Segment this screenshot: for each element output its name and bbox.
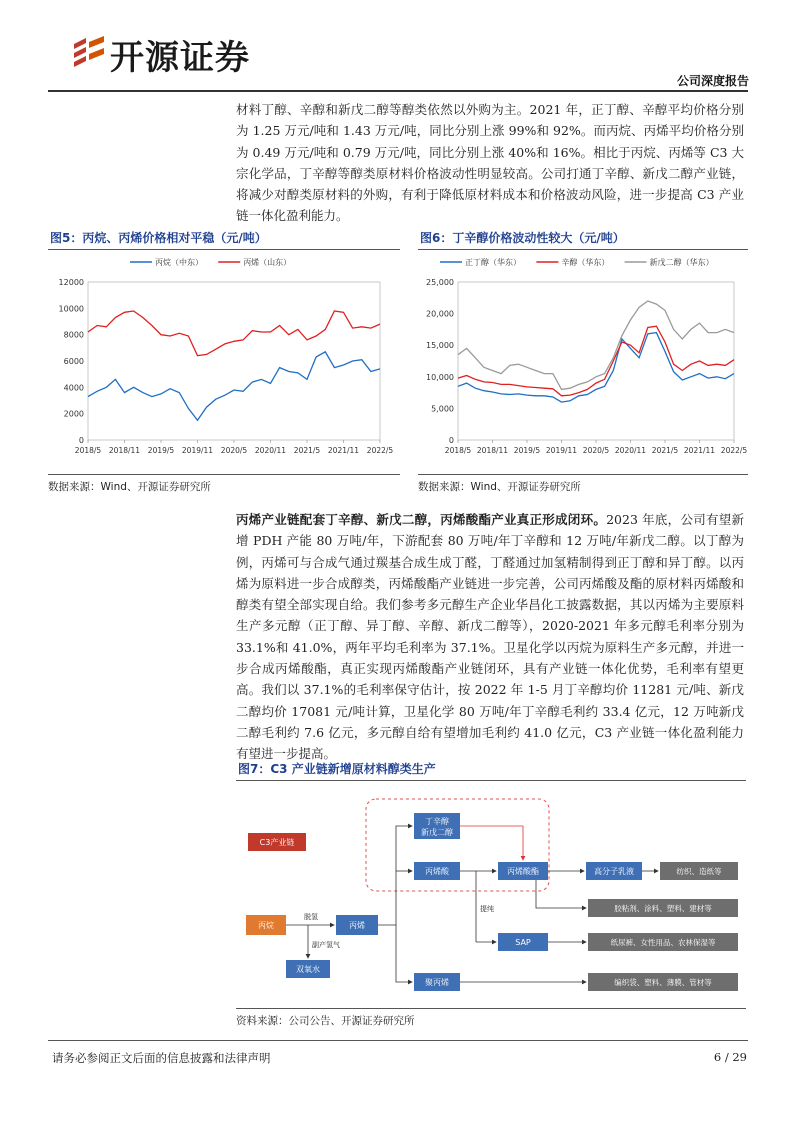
fig5-header <box>48 229 400 250</box>
fig6-source-block <box>418 474 748 494</box>
footer-divider <box>48 1040 748 1041</box>
x-tick-label: 2022/5 <box>366 446 394 455</box>
y-tick-label: 6000 <box>63 357 84 366</box>
x-tick-label: 2019/5 <box>513 446 541 455</box>
paragraph-2-lead: 丙烯产业链配套丁辛醇、新戊二醇，丙烯酸酯产业真正形成闭环。 <box>236 512 607 527</box>
legend-label-0: 正丁醇（华东） <box>465 258 521 267</box>
x-tick-label: 2021/5 <box>293 446 321 455</box>
y-tick-label: 0 <box>78 436 84 445</box>
paragraph-1: 材料丁醇、辛醇和新戊二醇等醇类依然以外购为主。2021 年，正丁醇、辛醇平均价格分别为 1.25 万元/吨和 1.43 万元/吨，同比分别上涨 99%和 92%。而丙烷、丙烯平均价格分别为 0.49 万元/吨和 0.79 万元/吨，同比分别上涨 40%和 16%。相比于丙烷、丙烯等 C3 大宗化学品，丁辛醇等醇类原材料价格波动性明显较高。公司打通丁辛醇、新戊二醇产业链，将减少对醇类原材料的外购，有利于降低原材料成本和价格波动风险，进一步提高 C3 产业链一体化盈利能力。 <box>236 102 744 224</box>
fig6-chart <box>418 250 748 472</box>
hydrogen-peroxide-label: 双氧水 <box>296 965 320 974</box>
x-tick-label: 2018/5 <box>74 446 102 455</box>
y-tick-label: 25,000 <box>426 278 454 287</box>
footer-disclaimer: 请务必参阅正文后面的信息披露和法律声明 <box>52 1051 271 1065</box>
plot-frame <box>88 282 380 440</box>
report-type: 公司深度报告 <box>676 74 749 88</box>
page-number: 6 / 29 <box>713 1050 747 1064</box>
x-tick-label: 2020/5 <box>582 446 610 455</box>
series-line-1 <box>88 311 380 356</box>
paragraph-2 <box>236 509 744 765</box>
x-tick-label: 2021/11 <box>327 446 360 455</box>
x-tick-label: 2020/11 <box>614 446 647 455</box>
acrylic-acid-label: 丙烯酸 <box>425 867 449 876</box>
fig5-label: 图5： <box>50 231 83 245</box>
y-tick-label: 8000 <box>63 330 84 340</box>
x-tick-label: 2022/5 <box>720 446 748 455</box>
fig6-label: 图6： <box>420 231 453 245</box>
fig7-title-text: C3 产业链新增原材料醇类生产 <box>270 762 436 776</box>
series-line-0 <box>458 333 734 403</box>
y-tick-label: 10,000 <box>426 372 454 382</box>
fig6-title <box>418 229 748 246</box>
y-tick-label: 10000 <box>58 304 84 314</box>
fig6-title-text: 丁辛醇价格波动性较大（元/吨） <box>452 231 625 245</box>
hygiene-label: 纸尿裤、女性用品、农林保湿等 <box>610 938 716 947</box>
dehydro-label: 脱氢 <box>304 913 318 921</box>
legend-label-2: 新戊二醇（华东） <box>649 258 714 267</box>
plot-frame <box>458 282 734 440</box>
logo-icon <box>70 34 108 72</box>
header-divider <box>48 90 748 92</box>
refine-label: 提纯 <box>480 905 494 913</box>
fig7-header <box>236 760 746 781</box>
x-tick-label: 2019/11 <box>545 446 578 455</box>
acrylate-label: 丙烯酸酯 <box>507 867 539 876</box>
legend-label-1: 辛醇（华东） <box>561 258 610 267</box>
npg-label: 新戊二醇 <box>421 828 453 837</box>
y-tick-label: 20,000 <box>426 309 454 319</box>
x-tick-label: 2020/5 <box>220 446 248 455</box>
y-tick-label: 15,000 <box>426 341 454 351</box>
sap-label: SAP <box>515 938 531 947</box>
c3-node-label: C3产业链 <box>259 838 295 847</box>
fig5-source: 数据来源：Wind、开源证券研究所 <box>48 481 211 493</box>
woven-label: 编织袋、塑料、薄膜、管材等 <box>614 978 712 987</box>
x-tick-label: 2018/11 <box>476 446 509 455</box>
x-tick-label: 2018/11 <box>108 446 141 455</box>
fig7-source-block <box>236 1008 746 1028</box>
y-tick-label: 0 <box>448 436 454 445</box>
y-tick-label: 12000 <box>58 278 84 287</box>
x-tick-label: 2020/11 <box>254 446 287 455</box>
propane-label: 丙烷 <box>258 921 274 930</box>
x-tick-label: 2021/11 <box>683 446 716 455</box>
y-tick-label: 4000 <box>63 383 84 393</box>
y-tick-label: 5,000 <box>431 404 454 414</box>
series-line-1 <box>458 326 734 396</box>
paragraph-2-body: 2023 年底，公司有望新增 PDH 产能 80 万吨/年，下游配套 80 万吨/年丁辛醇和 12 万吨/年新戊二醇。以丁醇为例，丙烯可与合成气通过羰基合成生成丁醛，丁醛通过加氢精制得到正丁醇和异丁醇。以丙烯为原料进一步合成醇类，丙烯酸酯产业链进一步完善，公司丙烯酸及酯的原材料丙烯酸和醇类有望全部实现自给。我们参考多元醇生产企业华昌化工披露数据，其以丙烯为主要原料生产多元醇（正丁醇、异丁醇、辛醇、新戊二醇等），2020-2021 年多元醇毛利率分别为 33.1%和 41.0%，两年平均毛利率为 37.1%。卫星化学以丙烷为原料生产多元醇，并进一步合成丙烯酸酯，真正实现丙烯酸酯产业链闭环，具有产业链一体化优势，毛利率有望更高。我们以 37.1%的毛利率保守估计，按 2022 年 1-5 月丁辛醇均价 11281 元/吨、新戊二醇均价 17081 元/吨计算，卫星化学 80 万吨/年丁辛醇毛利约 33.4 亿元，12 万吨新戊二醇毛利约 7.6 亿元，多元醇自给有望增加毛利约 41.0 亿元，C3 产业链一体化盈利能力有望进一步提高。 <box>236 512 744 762</box>
fig5-source-block <box>48 474 400 494</box>
polypropylene-label: 聚丙烯 <box>425 978 449 987</box>
fig5-title-text: 丙烷、丙烯价格相对平稳（元/吨） <box>82 231 267 245</box>
fig5-chart <box>48 250 400 472</box>
legend-label-0: 丙烷（中东） <box>155 258 203 267</box>
x-tick-label: 2019/5 <box>147 446 175 455</box>
fig7-diagram <box>236 785 746 1007</box>
textile-label: 纺织、造纸等 <box>676 867 722 876</box>
byproduct-label: 副产氢气 <box>312 941 340 949</box>
fig6-header <box>418 229 748 250</box>
propylene-label: 丙烯 <box>349 921 365 930</box>
adhesive-label: 胶粘剂、涂料、塑料、建材等 <box>614 904 712 913</box>
fig7-label: 图7： <box>238 762 271 776</box>
emulsion-label: 高分子乳液 <box>594 867 634 876</box>
x-tick-label: 2021/5 <box>651 446 679 455</box>
fig7-source: 资料来源：公司公告、开源证券研究所 <box>236 1015 415 1027</box>
y-tick-label: 2000 <box>63 409 84 419</box>
fig6-source: 数据来源：Wind、开源证券研究所 <box>418 481 581 493</box>
legend-label-1: 丙烯（山东） <box>243 258 292 267</box>
x-tick-label: 2018/5 <box>444 446 472 455</box>
fig5-title <box>48 229 400 246</box>
series-line-0 <box>88 352 380 421</box>
company-logo-text: 开源证券 <box>110 38 250 78</box>
x-tick-label: 2019/11 <box>181 446 214 455</box>
butanol-octanol-label: 丁辛醇 <box>425 817 449 826</box>
